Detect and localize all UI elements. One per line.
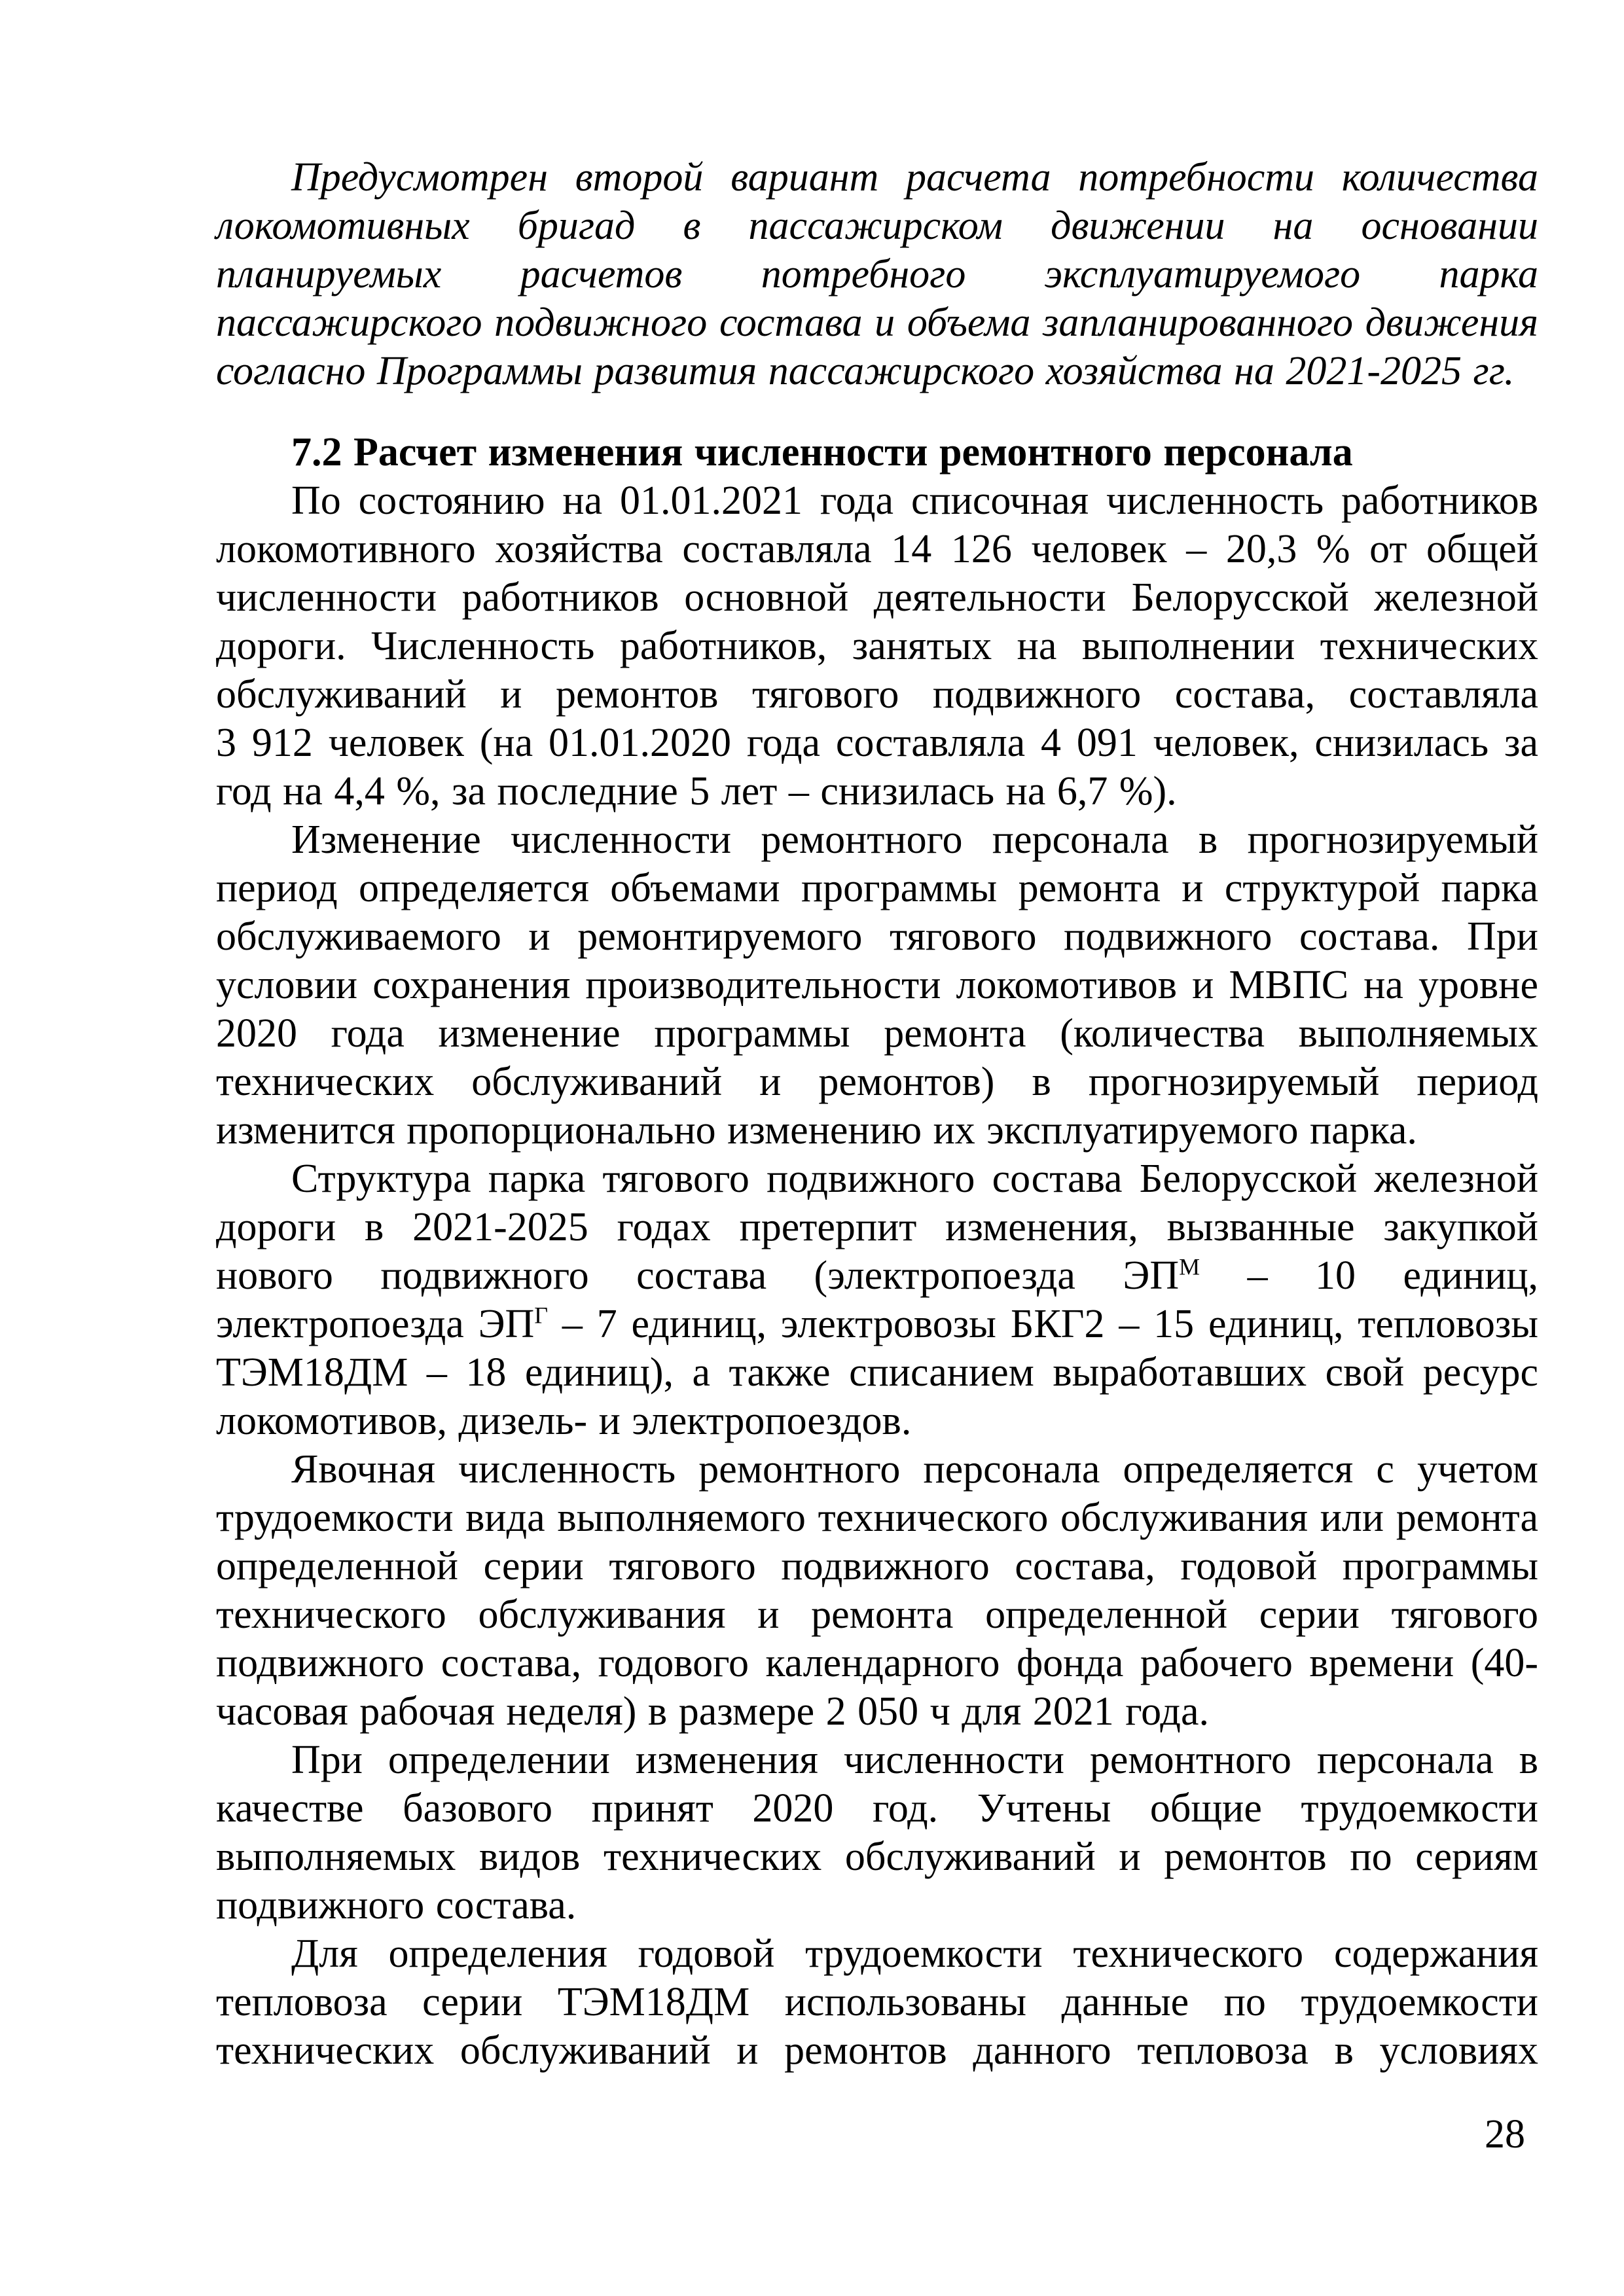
body-paragraph-5 (216, 1736, 1538, 1929)
page-number: 28 (1485, 2112, 1525, 2157)
text-run: Для определения годовой трудоемкости технического содержания тепловоза серии ТЭМ18ДМ использованы данные по трудоемкости технических обслуживаний и ремонтов данного тепловоза в условиях (216, 1931, 1538, 2073)
text-run: 7.2 Расчет изменения численности ремонтного персонала (291, 430, 1353, 475)
body-paragraph-6 (216, 1929, 1538, 2075)
text-run: Структура парка тягового подвижного состава Белорусской железной дороги в 2021-2025 годах претерпит изменения, вызванные закупкой нового подвижного состава (электропоезда ЭП (216, 1157, 1538, 1298)
text-run: – 10 единиц, электропоезда ЭП (216, 1253, 1538, 1346)
text-run: При определении изменения численности ремонтного персонала в качестве базового принят 2020 год. Учтены общие трудоемкости выполняемых видов технических обслуживаний и ремонтов по сериям подвижного состава. (216, 1738, 1538, 1928)
text-run: Изменение численности ремонтного персонала в прогнозируемый период определяется объемами программы ремонта и структурой парка обслуживаемого и ремонтируемого тягового подвижного состава. При условии сохранения производительности локомотивов и МВПС на уровне 2020 года изменение программы ремонта (количества выполняемых технических обслуживаний и ремонтов) в прогнозируемый период изменится пропорционально изменению их эксплуатируемого парка. (216, 817, 1538, 1153)
text-run: По состоянию на 01.01.2021 года списочная численность работников локомотивного хозяйства составляла 14 126 человек – 20,3 % от общей численности работников основной деятельности Белорусской железной дороги. Численность работников, занятых на выполнении технических обслуживаний и ремонтов тягового подвижного состава, составляла 3 912 человек (на 01.01.2020 года составляла 4 091 человек, снизилась за год на 4,4 %, за последние 5 лет – снизилась на 6,7 %). (216, 478, 1538, 814)
superscript-text: М (1179, 1253, 1200, 1280)
text-block (216, 153, 1538, 2075)
body-paragraph-4 (216, 1445, 1538, 1736)
body-paragraph-2 (216, 816, 1538, 1155)
text-run: Явочная численность ремонтного персонала определяется с учетом трудоемкости вида выполняемого технического обслуживания или ремонта определенной серии тягового подвижного состава, годовой программы технического обслуживания и ремонта определенной серии тягового подвижного состава, годового календарного фонда рабочего времени (40-часовая рабочая неделя) в размере 2 050 ч для 2021 года. (216, 1447, 1538, 1734)
body-paragraph-3 (216, 1155, 1538, 1445)
superscript-text: Г (534, 1302, 549, 1329)
section-heading (216, 428, 1538, 476)
body-paragraph-1 (216, 476, 1538, 816)
text-run: Предусмотрен второй вариант расчета потребности количества локомотивных бригад в пассажирском движении на основании планируемых расчетов потребного эксплуатируемого парка пассажирского подвижного состава и объема запланированного движения согласно Программы развития пассажирского хозяйства на 2021-2025 гг. (216, 155, 1538, 393)
text-run: – 7 единиц, электровозы БКГ2 – 15 единиц, тепловозы ТЭМ18ДМ – 18 единиц), а также списанием выработавших свой ресурс локомотивов, дизель- и электропоездов. (216, 1302, 1538, 1443)
intro-paragraph (216, 153, 1538, 395)
